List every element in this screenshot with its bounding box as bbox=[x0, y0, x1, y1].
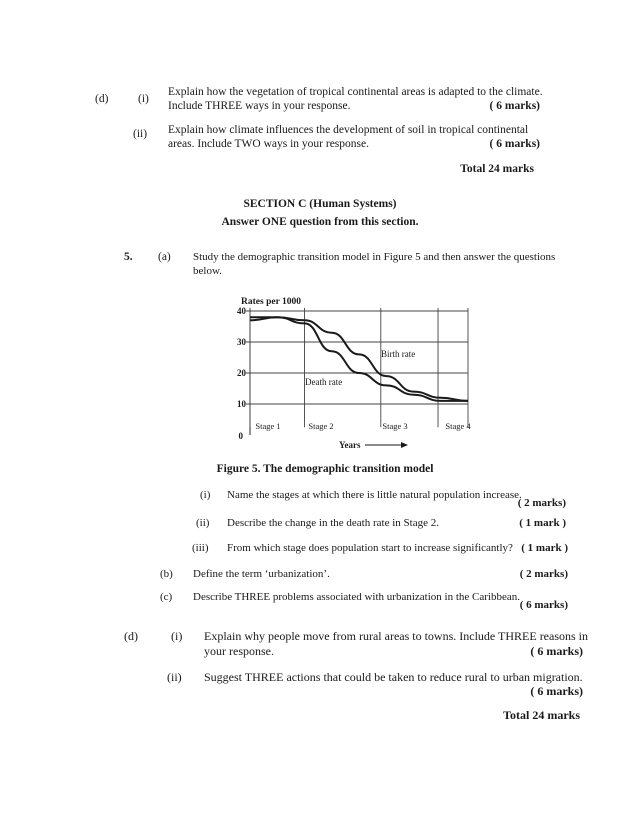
q5a-iii-text: From which stage does population start to increase significantly? bbox=[227, 542, 513, 554]
q5a-label: (a) bbox=[158, 251, 171, 263]
q4-total: Total 24 marks bbox=[460, 163, 534, 175]
q5a-line2: below. bbox=[193, 265, 222, 277]
q5a-ii-label: (ii) bbox=[196, 517, 210, 529]
birth-rate-label: Birth rate bbox=[381, 349, 416, 359]
q4d-ii-line2: areas. Include TWO ways in your response. bbox=[168, 138, 369, 150]
stage-2-label: Stage 2 bbox=[308, 421, 334, 431]
q5d-ii-line1: Suggest THREE actions that could be taken to reduce rural to urban migration. bbox=[204, 670, 583, 684]
q4d-ii-line1: Explain how climate influences the development of soil in tropical continental bbox=[168, 124, 529, 136]
q4d-i-line2: Include THREE ways in your response. bbox=[168, 100, 351, 112]
chart-ytick-40: 40 bbox=[237, 306, 246, 316]
q5-number: 5. bbox=[124, 251, 133, 263]
chart-grid bbox=[246, 308, 468, 435]
q5d-i-line1: Explain why people move from rural areas to towns. Include THREE reasons in bbox=[204, 629, 589, 643]
demographic-transition-chart bbox=[225, 290, 485, 460]
q5d-i-line2: your response. bbox=[204, 644, 274, 658]
q5a-i-marks: ( 2 marks) bbox=[517, 497, 566, 509]
q5a-ii-marks: ( 1 mark ) bbox=[519, 517, 566, 529]
q4d-ii-marks: ( 6 marks) bbox=[489, 138, 540, 150]
figure-caption: Figure 5. The demographic transition model bbox=[216, 463, 434, 475]
q4d-ii-label: (ii) bbox=[133, 128, 148, 140]
q5d-ii-label: (ii) bbox=[167, 670, 182, 684]
section-instruction: Answer ONE question from this section. bbox=[221, 216, 419, 228]
chart-series bbox=[250, 317, 468, 401]
q5a-ii-text: Describe the change in the death rate in Stage 2. bbox=[227, 517, 439, 529]
q4d-i-label: (i) bbox=[138, 93, 149, 105]
years-arrow-head bbox=[401, 442, 408, 448]
stage-1-label: Stage 1 bbox=[255, 421, 281, 431]
chart-ytick-10: 10 bbox=[237, 399, 246, 409]
birth-rate-line bbox=[250, 317, 468, 401]
chart-xlabel: Years bbox=[339, 440, 361, 450]
q5a-i-label: (i) bbox=[200, 489, 211, 501]
q5a-iii-label: (iii) bbox=[192, 542, 209, 554]
q5a-i-text: Name the stages at which there is little natural population increase. bbox=[227, 489, 522, 501]
chart-ytick-30: 30 bbox=[237, 337, 246, 347]
chart-ylabel: Rates per 1000 bbox=[241, 297, 301, 307]
stage-3-label: Stage 3 bbox=[382, 421, 408, 431]
section-title: SECTION C (Human Systems) bbox=[243, 198, 397, 210]
q5b-marks: ( 2 marks) bbox=[519, 568, 568, 580]
q5d-label: (d) bbox=[124, 629, 138, 643]
q5b-text: Define the term ‘urbanization’. bbox=[193, 568, 330, 580]
q5d-i-label: (i) bbox=[171, 629, 183, 643]
q4d-i-line1: Explain how the vegetation of tropical continental areas is adapted to the climate. bbox=[168, 86, 543, 98]
chart-ytick-20: 20 bbox=[237, 368, 246, 378]
q5-total: Total 24 marks bbox=[503, 708, 580, 722]
q5b-label: (b) bbox=[160, 568, 173, 580]
q5c-label: (c) bbox=[160, 591, 173, 603]
q5d-ii-marks: ( 6 marks) bbox=[530, 684, 583, 698]
q5a-iii-marks: ( 1 mark ) bbox=[521, 542, 568, 554]
q5c-text: Describe THREE problems associated with urbanization in the Caribbean. bbox=[193, 591, 520, 603]
q4d-i-marks: ( 6 marks) bbox=[489, 100, 540, 112]
q5c-marks: ( 6 marks) bbox=[519, 599, 568, 611]
q4d-label: (d) bbox=[95, 93, 109, 105]
death-rate-label: Death rate bbox=[305, 377, 343, 387]
q5a-line1: Study the demographic transition model in Figure 5 and then answer the questions bbox=[193, 251, 556, 263]
chart-ytick-0: 0 bbox=[238, 431, 243, 441]
death-rate-line bbox=[250, 317, 468, 401]
stage-4-label: Stage 4 bbox=[445, 421, 471, 431]
q5d-i-marks: ( 6 marks) bbox=[530, 644, 583, 658]
